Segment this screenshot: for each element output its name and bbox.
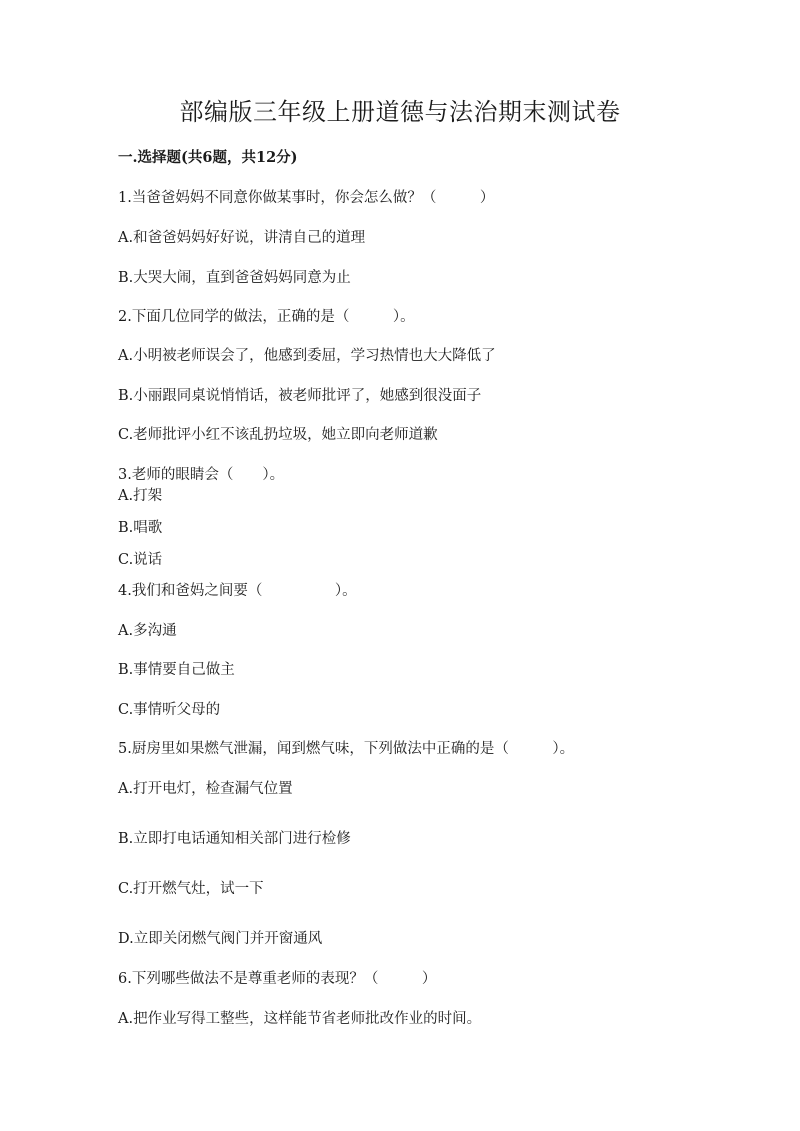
question-1-option-a: A.和爸爸妈妈好好说，讲清自己的道理 [118, 230, 366, 246]
question-6-stem: 6.下列哪些做法不是尊重老师的表现？（ ） [118, 971, 437, 987]
question-2-stem: 2.下面几位同学的做法，正确的是（ ）。 [118, 309, 415, 325]
question-5-option-d: D.立即关闭燃气阀门并开窗通风 [118, 931, 323, 947]
page-title: 部编版三年级上册道德与法治期末测试卷 [179, 98, 621, 126]
question-6-option-a: A.把作业写得工整些，这样能节省老师批改作业的时间。 [118, 1011, 482, 1027]
question-3-option-c: C.说话 [118, 552, 163, 568]
question-5-stem: 5.厨房里如果燃气泄漏，闻到燃气味，下列做法中正确的是（ ）。 [118, 741, 575, 757]
question-4-option-b: B.事情要自己做主 [118, 662, 235, 678]
question-1-option-b: B.大哭大闹，直到爸爸妈妈同意为止 [118, 270, 351, 286]
question-5-option-c: C.打开燃气灶，试一下 [118, 881, 264, 897]
question-2-option-c: C.老师批评小红不该乱扔垃圾，她立即向老师道歉 [118, 427, 438, 443]
section-heading: 一.选择题(共6题，共12分) [118, 149, 298, 166]
question-5-option-b: B.立即打电话通知相关部门进行检修 [118, 831, 351, 847]
question-4-stem: 4.我们和爸妈之间要（ ）。 [118, 583, 357, 599]
question-4-option-c: C.事情听父母的 [118, 702, 221, 718]
question-4-option-a: A.多沟通 [118, 623, 177, 639]
question-1-stem: 1.当爸爸妈妈不同意你做某事时，你会怎么做？（ ） [118, 190, 495, 206]
question-2-option-a: A.小明被老师误会了，他感到委屈，学习热情也大大降低了 [118, 348, 496, 364]
question-5-option-a: A.打开电灯，检查漏气位置 [118, 781, 293, 797]
question-3-option-a: A.打架 [118, 488, 163, 504]
question-3-stem: 3.老师的眼睛会（ ）。 [118, 467, 285, 483]
question-2-option-b: B.小丽跟同桌说悄悄话，被老师批评了，她感到很没面子 [118, 388, 482, 404]
question-3-option-b: B.唱歌 [118, 520, 163, 536]
